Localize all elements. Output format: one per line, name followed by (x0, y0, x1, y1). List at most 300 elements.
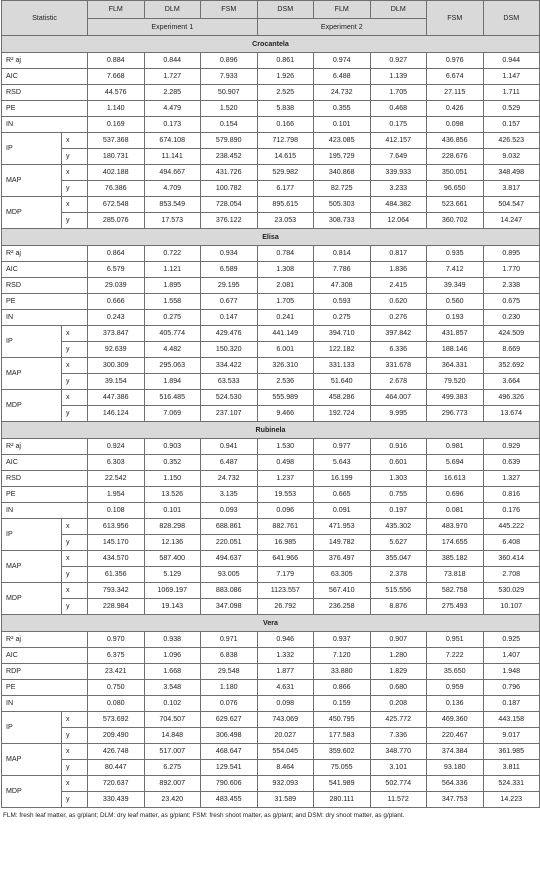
value-cell: 209.490 (88, 728, 145, 744)
value-cell: 0.154 (201, 117, 258, 133)
value-cell: 385.182 (427, 551, 484, 567)
coordinate-label: y (62, 149, 88, 165)
header-col: DLM (144, 1, 201, 19)
row-statistic-label: R² aj (2, 439, 88, 455)
value-cell: 3.101 (370, 760, 427, 776)
value-cell: 1.332 (257, 648, 314, 664)
value-cell: 150.320 (201, 342, 258, 358)
table-row (2, 69, 540, 85)
value-cell: 96.650 (427, 181, 484, 197)
header-col: FSM (201, 1, 258, 19)
value-cell: 464.007 (370, 390, 427, 406)
section-header-row (2, 615, 540, 632)
value-cell: 22.542 (88, 471, 145, 487)
table-row (2, 246, 540, 262)
value-cell: 238.452 (201, 149, 258, 165)
value-cell: 79.520 (427, 374, 484, 390)
value-cell: 0.866 (314, 680, 371, 696)
section-header-row (2, 229, 540, 246)
value-cell: 728.054 (201, 197, 258, 213)
value-cell: 4.709 (144, 181, 201, 197)
value-cell: 688.861 (201, 519, 258, 535)
value-cell: 177.583 (314, 728, 371, 744)
value-cell: 1123.557 (257, 583, 314, 599)
value-cell: 76.386 (88, 181, 145, 197)
value-cell: 300.309 (88, 358, 145, 374)
coordinate-label: y (62, 181, 88, 197)
value-cell: 793.342 (88, 583, 145, 599)
value-cell: 0.938 (144, 632, 201, 648)
value-cell: 0.924 (88, 439, 145, 455)
value-cell: 0.193 (427, 310, 484, 326)
value-cell: 1.727 (144, 69, 201, 85)
value-cell: 1.280 (370, 648, 427, 664)
value-cell: 6.408 (483, 535, 540, 551)
value-cell: 613.956 (88, 519, 145, 535)
table-row (2, 551, 540, 567)
header-col: FSM (427, 1, 484, 36)
value-cell: 0.091 (314, 503, 371, 519)
value-cell: 0.096 (257, 503, 314, 519)
value-cell: 7.179 (257, 567, 314, 583)
value-cell: 429.476 (201, 326, 258, 342)
value-cell: 80.447 (88, 760, 145, 776)
value-cell: 0.844 (144, 53, 201, 69)
value-cell: 7.336 (370, 728, 427, 744)
value-cell: 435.302 (370, 519, 427, 535)
value-cell: 275.493 (427, 599, 484, 615)
value-cell: 426.748 (88, 744, 145, 760)
value-cell: 524.530 (201, 390, 258, 406)
table-footnote: FLM: fresh leaf matter, as g/plant; DLM: dry leaf matter, as g/plant; FSM: fresh shoot matter, as g/plant; and DSM: dry shoot matter, as g/plant. (3, 812, 405, 819)
value-cell: 537.368 (88, 133, 145, 149)
row-statistic-label: AIC (2, 648, 88, 664)
row-statistic-label: IP (2, 519, 62, 551)
coordinate-label: x (62, 165, 88, 181)
value-cell: 1.308 (257, 262, 314, 278)
header-experiment-1: Experiment 1 (88, 19, 258, 36)
value-cell: 394.710 (314, 326, 371, 342)
value-cell: 44.576 (88, 85, 145, 101)
value-cell: 339.933 (370, 165, 427, 181)
value-cell: 1.668 (144, 664, 201, 680)
value-cell: 0.560 (427, 294, 484, 310)
value-cell: 1.140 (88, 101, 145, 117)
value-cell: 1.895 (144, 278, 201, 294)
table-row (2, 471, 540, 487)
value-cell: 0.927 (370, 53, 427, 69)
value-cell: 0.935 (427, 246, 484, 262)
row-statistic-label: IN (2, 117, 88, 133)
value-cell: 364.331 (427, 358, 484, 374)
row-statistic-label: IP (2, 712, 62, 744)
value-cell: 674.108 (144, 133, 201, 149)
value-cell: 330.439 (88, 792, 145, 808)
table-row (2, 567, 540, 583)
row-statistic-label: RSD (2, 471, 88, 487)
value-cell: 0.093 (201, 503, 258, 519)
value-cell: 373.847 (88, 326, 145, 342)
row-statistic-label: PE (2, 487, 88, 503)
value-cell: 23.420 (144, 792, 201, 808)
value-cell: 423.085 (314, 133, 371, 149)
value-cell: 882.761 (257, 519, 314, 535)
value-cell: 0.861 (257, 53, 314, 69)
table-row (2, 149, 540, 165)
value-cell: 93.180 (427, 760, 484, 776)
value-cell: 3.233 (370, 181, 427, 197)
value-cell: 1.705 (257, 294, 314, 310)
value-cell: 7.668 (88, 69, 145, 85)
value-cell: 1.303 (370, 471, 427, 487)
coordinate-label: x (62, 551, 88, 567)
table-row (2, 728, 540, 744)
table-row (2, 712, 540, 728)
header-col: FLM (88, 1, 145, 19)
value-cell: 515.556 (370, 583, 427, 599)
value-cell: 8.669 (483, 342, 540, 358)
coordinate-label: y (62, 599, 88, 615)
table-row (2, 599, 540, 615)
value-cell: 5.129 (144, 567, 201, 583)
value-cell: 188.146 (427, 342, 484, 358)
header-statistic: Statistic (2, 1, 88, 36)
value-cell: 397.842 (370, 326, 427, 342)
value-cell: 458.286 (314, 390, 371, 406)
value-cell: 0.750 (88, 680, 145, 696)
value-cell: 425.772 (370, 712, 427, 728)
table-row (2, 342, 540, 358)
value-cell: 14.247 (483, 213, 540, 229)
value-cell: 0.173 (144, 117, 201, 133)
value-cell: 16.199 (314, 471, 371, 487)
value-cell: 1.520 (201, 101, 258, 117)
coordinate-label: x (62, 744, 88, 760)
coordinate-label: y (62, 728, 88, 744)
value-cell: 0.916 (370, 439, 427, 455)
value-cell: 5.643 (314, 455, 371, 471)
table-row (2, 117, 540, 133)
value-cell: 447.386 (88, 390, 145, 406)
value-cell: 2.678 (370, 374, 427, 390)
value-cell: 4.482 (144, 342, 201, 358)
value-cell: 6.303 (88, 455, 145, 471)
table-row (2, 648, 540, 664)
value-cell: 530.029 (483, 583, 540, 599)
value-cell: 2.338 (483, 278, 540, 294)
table-body (2, 36, 540, 808)
value-cell: 0.529 (483, 101, 540, 117)
value-cell: 7.222 (427, 648, 484, 664)
value-cell: 326.310 (257, 358, 314, 374)
value-cell: 2.378 (370, 567, 427, 583)
value-cell: 483.455 (201, 792, 258, 808)
table-row (2, 503, 540, 519)
value-cell: 431.857 (427, 326, 484, 342)
value-cell: 39.154 (88, 374, 145, 390)
value-cell: 1.327 (483, 471, 540, 487)
value-cell: 629.627 (201, 712, 258, 728)
value-cell: 3.811 (483, 760, 540, 776)
value-cell: 63.305 (314, 567, 371, 583)
value-cell: 75.055 (314, 760, 371, 776)
value-cell: 641.966 (257, 551, 314, 567)
value-cell: 47.308 (314, 278, 371, 294)
value-cell: 1.180 (201, 680, 258, 696)
value-cell: 502.774 (370, 776, 427, 792)
value-cell: 9.032 (483, 149, 540, 165)
table-row (2, 792, 540, 808)
coordinate-label: x (62, 358, 88, 374)
value-cell: 295.063 (144, 358, 201, 374)
coordinate-label: x (62, 390, 88, 406)
table-row (2, 406, 540, 422)
row-statistic-label: PE (2, 101, 88, 117)
value-cell: 0.620 (370, 294, 427, 310)
table-row (2, 262, 540, 278)
value-cell: 0.080 (88, 696, 145, 712)
value-cell: 2.708 (483, 567, 540, 583)
value-cell: 504.547 (483, 197, 540, 213)
results-table (1, 0, 540, 808)
value-cell: 1069.197 (144, 583, 201, 599)
row-statistic-label: MDP (2, 197, 62, 229)
value-cell: 0.755 (370, 487, 427, 503)
value-cell: 0.076 (201, 696, 258, 712)
row-statistic-label: AIC (2, 262, 88, 278)
value-cell: 0.108 (88, 503, 145, 519)
value-cell: 29.195 (201, 278, 258, 294)
coordinate-label: y (62, 567, 88, 583)
value-cell: 828.298 (144, 519, 201, 535)
value-cell: 334.422 (201, 358, 258, 374)
table-row (2, 213, 540, 229)
value-cell: 61.356 (88, 567, 145, 583)
value-cell: 582.758 (427, 583, 484, 599)
value-cell: 672.548 (88, 197, 145, 213)
value-cell: 228.676 (427, 149, 484, 165)
value-cell: 555.989 (257, 390, 314, 406)
value-cell: 0.971 (201, 632, 258, 648)
table-row (2, 374, 540, 390)
value-cell: 92.639 (88, 342, 145, 358)
value-cell: 7.649 (370, 149, 427, 165)
value-cell: 16.613 (427, 471, 484, 487)
row-statistic-label: MAP (2, 165, 62, 197)
value-cell: 180.731 (88, 149, 145, 165)
value-cell: 0.243 (88, 310, 145, 326)
value-cell: 1.770 (483, 262, 540, 278)
row-statistic-label: MAP (2, 551, 62, 583)
value-cell: 564.336 (427, 776, 484, 792)
value-cell: 19.143 (144, 599, 201, 615)
value-cell: 9.466 (257, 406, 314, 422)
coordinate-label: y (62, 213, 88, 229)
table-header (2, 1, 540, 36)
value-cell: 2.285 (144, 85, 201, 101)
value-cell: 340.868 (314, 165, 371, 181)
value-cell: 1.147 (483, 69, 540, 85)
value-cell: 51.640 (314, 374, 371, 390)
value-cell: 0.907 (370, 632, 427, 648)
value-cell: 468.647 (201, 744, 258, 760)
value-cell: 517.007 (144, 744, 201, 760)
value-cell: 237.107 (201, 406, 258, 422)
value-cell: 350.051 (427, 165, 484, 181)
coordinate-label: x (62, 326, 88, 342)
value-cell: 228.984 (88, 599, 145, 615)
value-cell: 348.498 (483, 165, 540, 181)
value-cell: 100.782 (201, 181, 258, 197)
value-cell: 73.818 (427, 567, 484, 583)
value-cell: 361.985 (483, 744, 540, 760)
value-cell: 0.970 (88, 632, 145, 648)
row-statistic-label: MAP (2, 358, 62, 390)
coordinate-label: x (62, 519, 88, 535)
table-row (2, 197, 540, 213)
value-cell: 0.977 (314, 439, 371, 455)
table-row (2, 278, 540, 294)
value-cell: 412.157 (370, 133, 427, 149)
table-row (2, 455, 540, 471)
value-cell: 0.929 (483, 439, 540, 455)
value-cell: 0.169 (88, 117, 145, 133)
value-cell: 29.548 (201, 664, 258, 680)
results-table-container (1, 0, 539, 821)
section-header-row (2, 36, 540, 53)
row-statistic-label: MAP (2, 744, 62, 776)
value-cell: 347.753 (427, 792, 484, 808)
value-cell: 541.989 (314, 776, 371, 792)
value-cell: 494.667 (144, 165, 201, 181)
value-cell: 192.724 (314, 406, 371, 422)
value-cell: 1.237 (257, 471, 314, 487)
value-cell: 0.817 (370, 246, 427, 262)
value-cell: 5.838 (257, 101, 314, 117)
row-statistic-label: RSD (2, 278, 88, 294)
value-cell: 0.903 (144, 439, 201, 455)
value-cell: 285.076 (88, 213, 145, 229)
value-cell: 14.223 (483, 792, 540, 808)
row-statistic-label: PE (2, 294, 88, 310)
value-cell: 0.098 (257, 696, 314, 712)
coordinate-label: x (62, 133, 88, 149)
value-cell: 1.530 (257, 439, 314, 455)
value-cell: 712.798 (257, 133, 314, 149)
value-cell: 0.864 (88, 246, 145, 262)
row-statistic-label: IN (2, 310, 88, 326)
section-title: Rubinela (2, 422, 540, 439)
row-statistic-label: RDP (2, 664, 88, 680)
value-cell: 5.694 (427, 455, 484, 471)
value-cell: 347.098 (201, 599, 258, 615)
value-cell: 195.729 (314, 149, 371, 165)
table-row (2, 760, 540, 776)
value-cell: 2.415 (370, 278, 427, 294)
value-cell: 306.498 (201, 728, 258, 744)
value-cell: 220.051 (201, 535, 258, 551)
value-cell: 1.121 (144, 262, 201, 278)
value-cell: 12.064 (370, 213, 427, 229)
value-cell: 0.468 (370, 101, 427, 117)
value-cell: 436.856 (427, 133, 484, 149)
value-cell: 1.558 (144, 294, 201, 310)
table-row (2, 101, 540, 117)
value-cell: 27.115 (427, 85, 484, 101)
value-cell: 24.732 (314, 85, 371, 101)
table-row (2, 535, 540, 551)
value-cell: 431.726 (201, 165, 258, 181)
value-cell: 579.890 (201, 133, 258, 149)
value-cell: 23.053 (257, 213, 314, 229)
value-cell: 7.120 (314, 648, 371, 664)
row-statistic-label: PE (2, 680, 88, 696)
value-cell: 505.303 (314, 197, 371, 213)
value-cell: 1.954 (88, 487, 145, 503)
value-cell: 0.593 (314, 294, 371, 310)
value-cell: 496.326 (483, 390, 540, 406)
value-cell: 450.795 (314, 712, 371, 728)
value-cell: 236.258 (314, 599, 371, 615)
row-statistic-label: RSD (2, 85, 88, 101)
row-statistic-label: MDP (2, 583, 62, 615)
value-cell: 424.509 (483, 326, 540, 342)
value-cell: 29.039 (88, 278, 145, 294)
table-row (2, 439, 540, 455)
table-row (2, 294, 540, 310)
value-cell: 63.533 (201, 374, 258, 390)
header-col: DLM (370, 1, 427, 19)
row-statistic-label: R² aj (2, 246, 88, 262)
value-cell: 6.674 (427, 69, 484, 85)
value-cell: 0.796 (483, 680, 540, 696)
value-cell: 19.553 (257, 487, 314, 503)
section-title: Elisa (2, 229, 540, 246)
value-cell: 11.572 (370, 792, 427, 808)
value-cell: 122.182 (314, 342, 371, 358)
value-cell: 405.774 (144, 326, 201, 342)
coordinate-label: x (62, 776, 88, 792)
row-statistic-label: IN (2, 503, 88, 519)
value-cell: 2.081 (257, 278, 314, 294)
value-cell: 3.817 (483, 181, 540, 197)
value-cell: 524.331 (483, 776, 540, 792)
value-cell: 355.047 (370, 551, 427, 567)
value-cell: 445.222 (483, 519, 540, 535)
value-cell: 0.639 (483, 455, 540, 471)
coordinate-label: x (62, 712, 88, 728)
value-cell: 0.352 (144, 455, 201, 471)
value-cell: 0.680 (370, 680, 427, 696)
value-cell: 0.814 (314, 246, 371, 262)
value-cell: 376.122 (201, 213, 258, 229)
value-cell: 3.135 (201, 487, 258, 503)
table-row (2, 53, 540, 69)
value-cell: 0.959 (427, 680, 484, 696)
table-row (2, 326, 540, 342)
value-cell: 8.464 (257, 760, 314, 776)
value-cell: 0.675 (483, 294, 540, 310)
value-cell: 1.926 (257, 69, 314, 85)
value-cell: 932.093 (257, 776, 314, 792)
value-cell: 0.101 (314, 117, 371, 133)
value-cell: 443.158 (483, 712, 540, 728)
value-cell: 348.770 (370, 744, 427, 760)
value-cell: 1.829 (370, 664, 427, 680)
coordinate-label: x (62, 197, 88, 213)
value-cell: 11.141 (144, 149, 201, 165)
value-cell: 0.696 (427, 487, 484, 503)
